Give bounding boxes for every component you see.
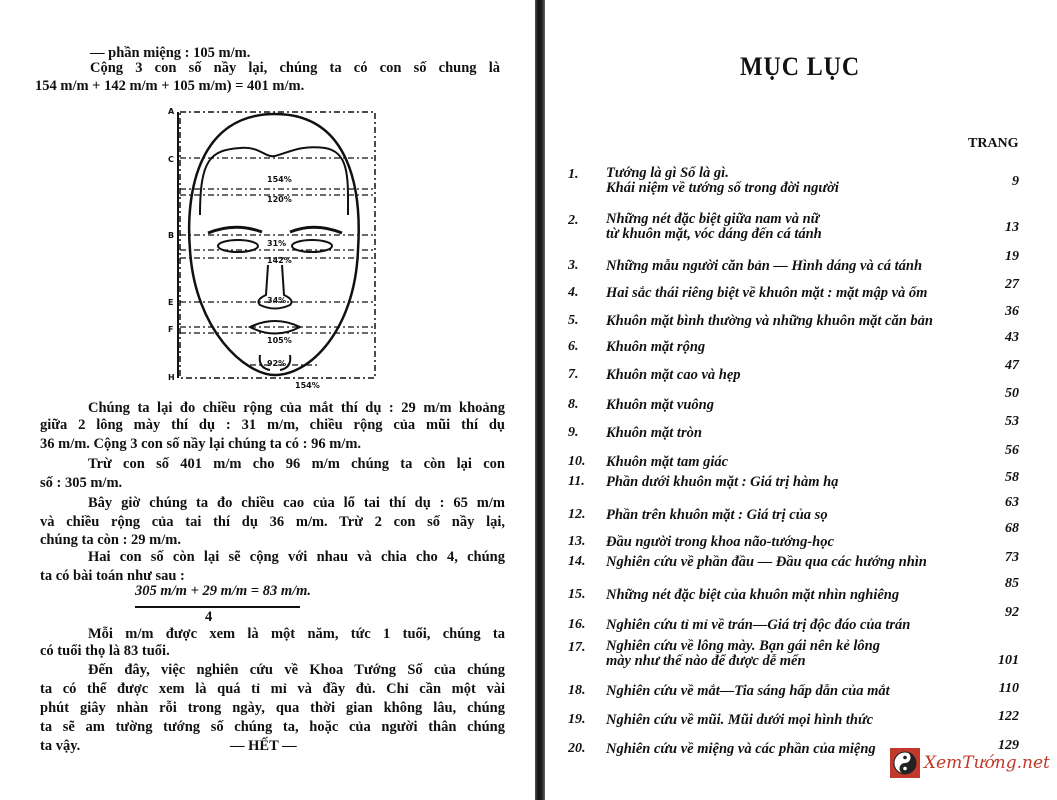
toc-entry-title: Những nét đặc biệt của khuôn mặt nhìn nghiêng	[606, 587, 900, 603]
text-line: 36 m/m. Cộng 3 con số nầy lại chúng ta có : 96 m/m.	[40, 436, 362, 452]
diagram-label: 142%	[267, 256, 292, 265]
toc-entry-number: 13.	[568, 534, 586, 549]
text-line: có tuổi thọ là 83 tuổi.	[40, 643, 170, 659]
toc-entry-title: Phần trên khuôn mặt : Giá trị của sọ	[606, 507, 828, 523]
text-line: ta có bài toán như sau :	[40, 568, 185, 584]
toc-entry-title: Khuôn mặt vuông	[606, 397, 714, 413]
toc-entry-title: Nghiên cứu tỉ mỉ về trán—Giá trị độc đáo của trán	[606, 617, 911, 633]
diagram-label: A	[168, 107, 175, 116]
text-line: Trừ con số 401 m/m cho 96 m/m chúng ta còn lại con	[88, 456, 505, 472]
text-line: Mỗi m/m được xem là một năm, tức 1 tuổi, chúng ta	[88, 626, 505, 642]
diagram-label: H	[168, 373, 175, 382]
toc-entry-number: 15.	[568, 587, 586, 602]
toc-entry-number: 5.	[568, 313, 579, 328]
toc-entry-page: 56	[1005, 443, 1019, 458]
toc-entry-number: 8.	[568, 397, 579, 412]
diagram-label: B	[168, 231, 175, 240]
toc-entry-number: 3.	[568, 258, 579, 273]
toc-entry-title: mày như thế nào để được dễ mến	[606, 653, 806, 669]
toc-entry-number: 14.	[568, 554, 586, 569]
toc-entry-number: 7.	[568, 367, 579, 382]
toc-entry-number: 11.	[568, 474, 585, 489]
toc-entry-page: 92	[1005, 605, 1019, 620]
text-line: Bây giờ chúng ta đo chiều cao của lổ tai thí dụ : 65 m/m	[88, 495, 505, 511]
toc-entry-page: 101	[998, 653, 1019, 668]
toc-entry-page: 27	[1005, 277, 1019, 292]
watermark	[890, 748, 1050, 778]
diagram-label: F	[168, 325, 174, 334]
toc-entry-title: Hai sắc thái riêng biệt về khuôn mặt : mặt mập và ốm	[606, 285, 928, 301]
toc-entry-title: Nghiên cứu về miệng và các phần của miệng	[606, 741, 876, 757]
text-line: và chiều rộng của tai thí dụ 36 m/m. Trừ 2 con số nầy lại,	[40, 514, 505, 530]
yin-yang-icon	[890, 748, 920, 778]
toc-entry-number: 12.	[568, 507, 586, 522]
text-line: — phần miệng : 105 m/m.	[90, 45, 251, 61]
toc-entry-title: Khuôn mặt tròn	[606, 425, 702, 441]
formula-numerator: 305 m/m + 29 m/m = 83 m/m.	[135, 583, 312, 599]
toc-entry-number: 6.	[568, 339, 579, 354]
toc-entry-title: Nghiên cứu về mắt—Tia sáng hấp dẫn của mắt	[606, 683, 890, 699]
end-mark: — HẾT —	[230, 738, 297, 754]
toc-entry-title: từ khuôn mặt, vóc dáng đến cá tánh	[606, 226, 822, 242]
toc-entry-title: Nghiên cứu về mũi. Mũi dưới mọi hình thức	[606, 712, 874, 728]
toc-entry-title: Phần dưới khuôn mặt : Giá trị hàm hạ	[606, 474, 839, 490]
toc-entry-number: 2.	[568, 213, 579, 228]
toc-entry-number: 18.	[568, 683, 586, 698]
page-column-header: TRANG	[968, 136, 1019, 151]
text-line: phút giây nhàn rỗi trong ngày, qua thời gian không lâu, chúng	[40, 700, 505, 716]
diagram-label: 154%	[267, 175, 292, 184]
toc-entry-number: 19.	[568, 712, 586, 727]
toc-entry-title: Khuôn mặt rộng	[606, 339, 706, 355]
fraction-bar	[135, 606, 300, 608]
toc-entry-page: 58	[1005, 470, 1019, 485]
toc-entry-page: 47	[1005, 358, 1019, 373]
toc-entry-page: 122	[998, 709, 1019, 724]
watermark-text: XemTướng.net	[924, 753, 1050, 773]
toc-entry-number: 4.	[568, 285, 579, 300]
toc-entry-page: 9	[1012, 174, 1019, 189]
toc-entry-page: 50	[1005, 386, 1019, 401]
diagram-label: 31%	[267, 239, 287, 248]
diagram-label: 154%	[295, 381, 320, 390]
toc-entry-title: Những mẫu người căn bản — Hình dáng và cá tánh	[606, 258, 923, 274]
toc-entry-page: 63	[1005, 495, 1019, 510]
toc-entry-page: 129	[998, 738, 1019, 753]
toc-entry-page: 36	[1005, 304, 1019, 319]
toc-entry-title: Khuôn mặt cao và hẹp	[606, 367, 741, 383]
text-line: Đến đây, việc nghiên cứu về Khoa Tướng Số của chúng	[88, 662, 505, 678]
text-line: Hai con số còn lại sẽ cộng với nhau và chia cho 4, chúng	[88, 549, 505, 565]
diagram-label: 105%	[267, 336, 292, 345]
text-line: 154 m/m + 142 m/m + 105 m/m) = 401 m/m.	[35, 78, 305, 94]
diagram-label: 92%	[267, 359, 287, 368]
toc-entry-number: 16.	[568, 617, 586, 632]
text-line: ta có thể được xem là quá tỉ mỉ và đầy đủ. Chỉ cần một vài	[40, 681, 505, 697]
toc-entry-title: Những nét đặc biệt giữa nam và nữ	[606, 211, 820, 227]
toc-entry-title: Khuôn mặt tam giác	[606, 454, 729, 470]
text-line: ta sẽ am tường tướng số chúng ta, hoặc của người thân chúng	[40, 719, 505, 735]
toc-entry-title: Đầu người trong khoa não-tướng-học	[606, 534, 834, 550]
toc-entry-page: 85	[1005, 576, 1019, 591]
toc-entry-page: 19	[1005, 249, 1019, 264]
toc-entry-number: 1.	[568, 167, 579, 182]
formula-denominator: 4	[205, 609, 213, 625]
face-proportion-diagram	[150, 100, 400, 390]
book-spine	[535, 0, 545, 800]
toc-entry-number: 10.	[568, 454, 586, 469]
diagram-label: 34%	[267, 296, 287, 305]
text-line: Chúng ta lại đo chiều rộng của mắt thí dụ : 29 m/m khoảng	[88, 400, 505, 416]
text-line: giữa 2 lông mày thí dụ : 31 m/m, chiều rộng của mũi thí dụ	[40, 417, 505, 433]
toc-entry-page: 53	[1005, 414, 1019, 429]
toc-entry-page: 43	[1005, 330, 1019, 345]
text-line: số : 305 m/m.	[40, 475, 123, 491]
text-line: chúng ta còn : 29 m/m.	[40, 532, 181, 548]
toc-entry-title: Nghiên cứu về phần đầu — Đầu qua các hướng nhìn	[606, 554, 927, 570]
text-line: Cộng 3 con số nầy lại, chúng ta có con số chung là	[90, 60, 500, 76]
toc-entry-page: 68	[1005, 521, 1019, 536]
page-title: MỤC LỤC	[740, 52, 861, 81]
text-line: ta vậy.	[40, 738, 81, 754]
toc-entry-page: 110	[998, 681, 1019, 696]
toc-entry-page: 73	[1005, 550, 1019, 565]
toc-entry-number: 20.	[568, 741, 586, 756]
toc-entry-title: Khái niệm về tướng số trong đời người	[606, 180, 839, 196]
diagram-label: E	[168, 298, 174, 307]
diagram-label: 120%	[267, 195, 292, 204]
toc-entry-page: 13	[1005, 220, 1019, 235]
toc-entry-number: 9.	[568, 425, 579, 440]
toc-entry-title: Nghiên cứu về lông mày. Bạn gái nên kẻ lông	[606, 638, 880, 654]
toc-entry-title: Tướng là gì Số là gì.	[606, 165, 729, 181]
diagram-label: C	[168, 155, 174, 164]
toc-entry-title: Khuôn mặt bình thường và những khuôn mặt căn bản	[606, 313, 933, 329]
toc-entry-number: 17.	[568, 640, 586, 655]
